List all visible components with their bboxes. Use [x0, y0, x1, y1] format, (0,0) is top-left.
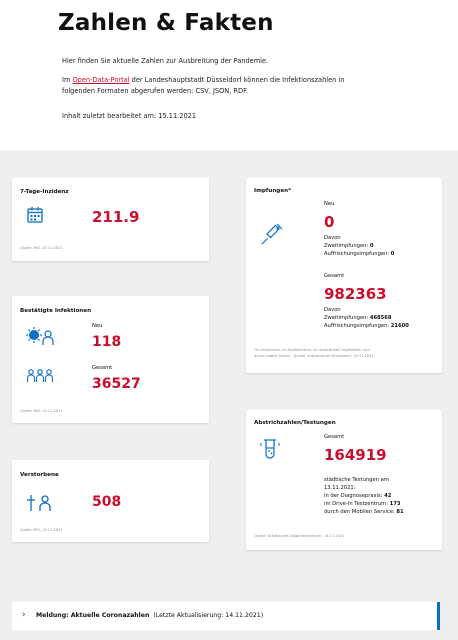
incidence-title: 7-Tage-Inzidenz: [20, 189, 69, 195]
open-data-portal-link[interactable]: Open-Data-Portal: [72, 76, 130, 84]
deaths-title: Verstorbene: [20, 472, 59, 478]
portal-prefix: Im: [62, 76, 73, 84]
vaccinations-title: Impfungen*: [254, 188, 292, 194]
cross-person-icon: [26, 494, 54, 512]
infections-total-label: Gesamt: [92, 365, 113, 371]
deaths-value: 508: [92, 494, 122, 510]
intro-text: Hier finden Sie aktuelle Zahlen zur Ausbreitung der Pandemie.: [62, 57, 269, 65]
tests-line-2: 13.11.2021:: [324, 485, 356, 491]
page-header: [0, 0, 458, 150]
tests-card: [246, 410, 442, 550]
infections-new-label: Neu: [92, 323, 103, 329]
vaccinations-total-label: Gesamt: [324, 273, 345, 279]
syringe-icon: [260, 222, 284, 246]
tests-total-label: Gesamt: [324, 434, 345, 440]
test-tube-icon: [260, 438, 280, 460]
accordion-text: Meldung: Aktuelle Coronazahlen (Letzte Aktualisierung: 14.11.2021): [36, 612, 264, 619]
portal-suffix: der Landeshauptstadt Düsseldorf können die Infektionszahlen in: [129, 76, 345, 84]
vaccinations-footnote-2: durch mobile Teams · Quelle: Impfzentrum Düsseldorf, 14.11.2021: [254, 354, 374, 358]
chevron-right-icon: ›: [22, 610, 26, 620]
vaccinations-total-davon: Davon: [324, 307, 341, 313]
vaccinations-total-value: 982363: [324, 285, 387, 303]
virus-person-icon: [26, 326, 54, 346]
group-icon: [26, 368, 54, 384]
tests-title: Abstrichzahlen/Testungen: [254, 420, 336, 426]
vaccinations-new-value: 0: [324, 213, 335, 231]
incidence-value: 211.9: [92, 208, 140, 226]
page-title: Zahlen & Fakten: [58, 10, 274, 36]
vaccinations-card: [246, 178, 442, 373]
vaccinations-footnote-1: *In Arztpraxen, im Impfzentrum, an dezentralen Impfstellen und: [254, 348, 370, 352]
corona-news-accordion[interactable]: [12, 602, 440, 630]
infections-card: [12, 296, 209, 423]
deaths-card: [12, 460, 209, 542]
infections-title: Bestätigte Infektionen: [20, 308, 92, 314]
tests-line-1: städtische Testungen am: [324, 477, 389, 483]
infections-new-value: 118: [92, 334, 122, 350]
tests-source: Quelle: Städtisches Diagnosezentrum, 14.11.2021: [254, 534, 345, 538]
infections-source: Quelle: RKI, 15.11.2021: [20, 409, 63, 413]
tests-diagnosepraxis: in der Diagnosepraxis: 42: [324, 493, 392, 499]
tests-drive-in: im Drive-In Testzentrum: 173: [324, 501, 401, 507]
portal-formats: folgenden Formaten abgerufen werden: CSV, JSON, RDF.: [62, 87, 248, 95]
vaccinations-new-davon: Davon: [324, 235, 341, 241]
vaccinations-new-booster: Auffrischungsimpfungen: 0: [324, 251, 395, 257]
vaccinations-total-booster: Auffrischungsimpfungen: 21600: [324, 323, 409, 329]
incidence-card: [12, 178, 209, 261]
calendar-icon: [26, 206, 44, 224]
vaccinations-total-second: Zweitimpfungen: 468568: [324, 315, 392, 321]
portal-text: [62, 75, 402, 97]
tests-total-value: 164919: [324, 446, 387, 464]
vaccinations-new-label: Neu: [324, 201, 335, 207]
last-updated: Inhalt zuletzt bearbeitet am: 15.11.2021: [62, 112, 197, 120]
vaccinations-new-second: Zweitimpfungen: 0: [324, 243, 374, 249]
infections-total-value: 36527: [92, 376, 141, 392]
tests-mobile-service: durch den Mobilen Service: 81: [324, 509, 404, 515]
incidence-source: Quelle: RKI, 15.11.2021: [20, 246, 63, 250]
deaths-source: Quelle: RKI, 15.11.2021: [20, 528, 63, 532]
